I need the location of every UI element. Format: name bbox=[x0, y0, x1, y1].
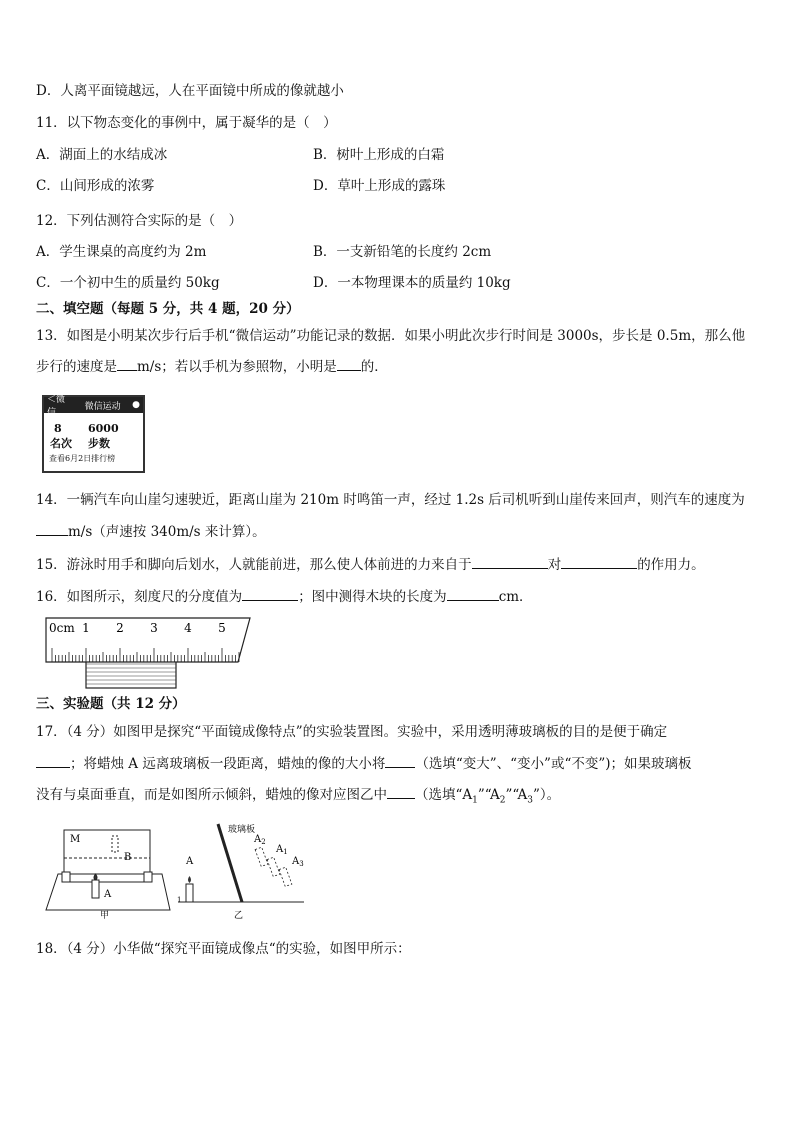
q17-text-2: （选填“变大”、“变小”或“不变”)；如果玻璃板 bbox=[415, 756, 692, 772]
question-12: 12．下列估测符合实际的是（ ） bbox=[36, 213, 243, 229]
flame-icon bbox=[188, 876, 191, 883]
question-18: 18．（4 分）小华做“探究平面镜成像点“的实验，如图甲所示： bbox=[36, 941, 411, 957]
question-11: 11．以下物态变化的事例中，属于凝华的是（ ） bbox=[36, 115, 337, 131]
glass-label bbox=[228, 823, 255, 835]
label-a2: $A_2$ bbox=[254, 834, 266, 846]
q14-text: m/s（声速按 340m/s 来计算）。 bbox=[68, 524, 266, 540]
question-13: 13．如图是小明某次步行后手机“微信运动”功能记录的数据．如果小明此次步行时间是 3000s，步长是 0.5m，那么他 bbox=[36, 328, 746, 344]
candle-a bbox=[92, 880, 99, 898]
answer-blank[interactable] bbox=[36, 522, 68, 536]
q17-text-5: ”“A bbox=[477, 787, 500, 803]
q17-text-6: ”“A bbox=[505, 787, 528, 803]
steps-label: 步数 bbox=[88, 437, 110, 450]
q16-text-3: cm． bbox=[498, 589, 533, 605]
subscript: 1 bbox=[472, 795, 478, 806]
q12-option-b: B．一支新铅笔的长度约 2cm bbox=[313, 244, 492, 260]
rank-label: 名次 bbox=[50, 437, 72, 450]
question-15 bbox=[36, 555, 705, 574]
glass-char: 玻璃板 bbox=[228, 825, 256, 835]
q11-option-b: B．树叶上形成的白霜 bbox=[313, 147, 445, 163]
back-label: ＜微信 bbox=[47, 395, 66, 418]
question-16 bbox=[36, 587, 533, 606]
label-a3: $A_3$ bbox=[292, 856, 304, 868]
answer-blank[interactable] bbox=[242, 587, 298, 601]
q11-option-a: A．湖面上的水结成冰 bbox=[36, 147, 168, 163]
ruler-tick-label: 5 bbox=[218, 621, 226, 635]
q15-text-1: 15．游泳时用手和脚向后划水，人就能前进，那么使人体前进的力来自于 bbox=[36, 557, 472, 573]
label-a: A bbox=[104, 889, 112, 900]
answer-blank[interactable] bbox=[385, 754, 415, 768]
q17-text-1: ；将蜡烛 A 远离玻璃板一段距离，蜡烛的像的大小将 bbox=[70, 756, 386, 772]
caption-jia: 甲 bbox=[100, 911, 110, 921]
answer-blank[interactable] bbox=[561, 555, 637, 569]
q16-text-1: 16．如图所示，刻度尺的分度值为 bbox=[36, 589, 243, 605]
question-17-cont2 bbox=[36, 785, 560, 810]
section-experiment: 三、实验题（共 12 分） bbox=[36, 696, 186, 712]
answer-blank[interactable] bbox=[472, 555, 548, 569]
label-b: B bbox=[124, 852, 132, 863]
q17-text-7: ”）。 bbox=[532, 787, 561, 803]
ruler-tick-label: 3 bbox=[150, 621, 158, 635]
question-14-cont bbox=[36, 522, 266, 541]
q13-text-1: 步行的速度是 bbox=[36, 359, 117, 375]
ruler-tick-label: 4 bbox=[184, 621, 192, 635]
q11-option-c: C．山间形成的浓雾 bbox=[36, 178, 155, 194]
candle-a-right bbox=[186, 884, 193, 902]
q16-text-2: ；图中测得木块的长度为 bbox=[298, 589, 447, 605]
ruler-unit-label: 0cm bbox=[49, 621, 75, 635]
option-d-q10: D．人离平面镜越远，人在平面镜中所成的像就越小 bbox=[36, 83, 344, 99]
answer-blank[interactable] bbox=[447, 587, 499, 601]
steps-value: 6000 bbox=[88, 422, 119, 435]
q12-option-a: A．学生课桌的高度约为 2m bbox=[36, 244, 207, 260]
ruler-tick-label: 2 bbox=[116, 621, 124, 635]
subscript: 2 bbox=[499, 795, 506, 806]
q11-option-d: D．草叶上形成的露珠 bbox=[313, 178, 446, 194]
ruler-figure bbox=[42, 614, 254, 690]
question-17: 17．（4 分）如图甲是探究“平面镜成像特点”的实验装置图。实验中，采用透明薄玻璃板的目的是便于确定 bbox=[36, 724, 668, 740]
tilted-glass bbox=[218, 824, 242, 902]
section-fill-in: 二、填空题（每题 5 分，共 4 题，20 分） bbox=[36, 301, 300, 317]
label-m: M bbox=[70, 834, 81, 845]
answer-blank[interactable] bbox=[387, 785, 415, 799]
question-14: 14．一辆汽车向山崖匀速驶近，距离山崖为 210m 时鸣笛一声，经过 1.2s 后司机听到山崖传来回声，则汽车的速度为 bbox=[36, 492, 745, 508]
subscript: 3 bbox=[527, 795, 533, 806]
ruler-tick-label: 1 bbox=[82, 621, 90, 635]
label-a-right: A bbox=[186, 856, 194, 867]
q12-option-c: C．一个初中生的质量约 50kg bbox=[36, 275, 220, 291]
ground-mark: 1 bbox=[177, 896, 182, 904]
q15-text-3: 的作用力。 bbox=[637, 557, 705, 573]
question-13-cont bbox=[36, 357, 388, 376]
rank-value: 8 bbox=[54, 422, 62, 435]
q13-text-3: 的． bbox=[360, 359, 388, 375]
q12-option-d: D．一本物理课本的质量约 10kg bbox=[313, 275, 511, 291]
ranking-footer: 查看6月2日排行榜 bbox=[49, 454, 116, 463]
question-17-cont bbox=[36, 754, 692, 773]
caption-yi: 乙 bbox=[234, 911, 244, 921]
answer-blank[interactable] bbox=[36, 754, 70, 768]
user-icon: ● bbox=[132, 400, 140, 410]
flame-icon bbox=[94, 874, 97, 880]
figure-yi bbox=[178, 824, 304, 902]
answer-blank[interactable] bbox=[117, 357, 137, 371]
answer-blank[interactable] bbox=[337, 357, 361, 371]
candle-image bbox=[112, 836, 118, 852]
wooden-block bbox=[86, 660, 176, 688]
wechat-sport-screenshot bbox=[42, 395, 145, 473]
q17-text-3: 没有与桌面垂直，而是如图所示倾斜，蜡烛的像对应图乙中 bbox=[36, 787, 387, 803]
wechat-title-bar bbox=[44, 395, 143, 418]
wechat-title: 微信运动 bbox=[84, 401, 121, 412]
q17-text-4: （选填“A bbox=[415, 787, 473, 803]
plane-mirror-figure bbox=[42, 818, 307, 922]
q13-text-2: m/s；若以手机为参照物，小明是 bbox=[137, 359, 337, 375]
label-a1: $A_1$ bbox=[276, 844, 288, 856]
q15-text-2: 对 bbox=[547, 557, 562, 573]
